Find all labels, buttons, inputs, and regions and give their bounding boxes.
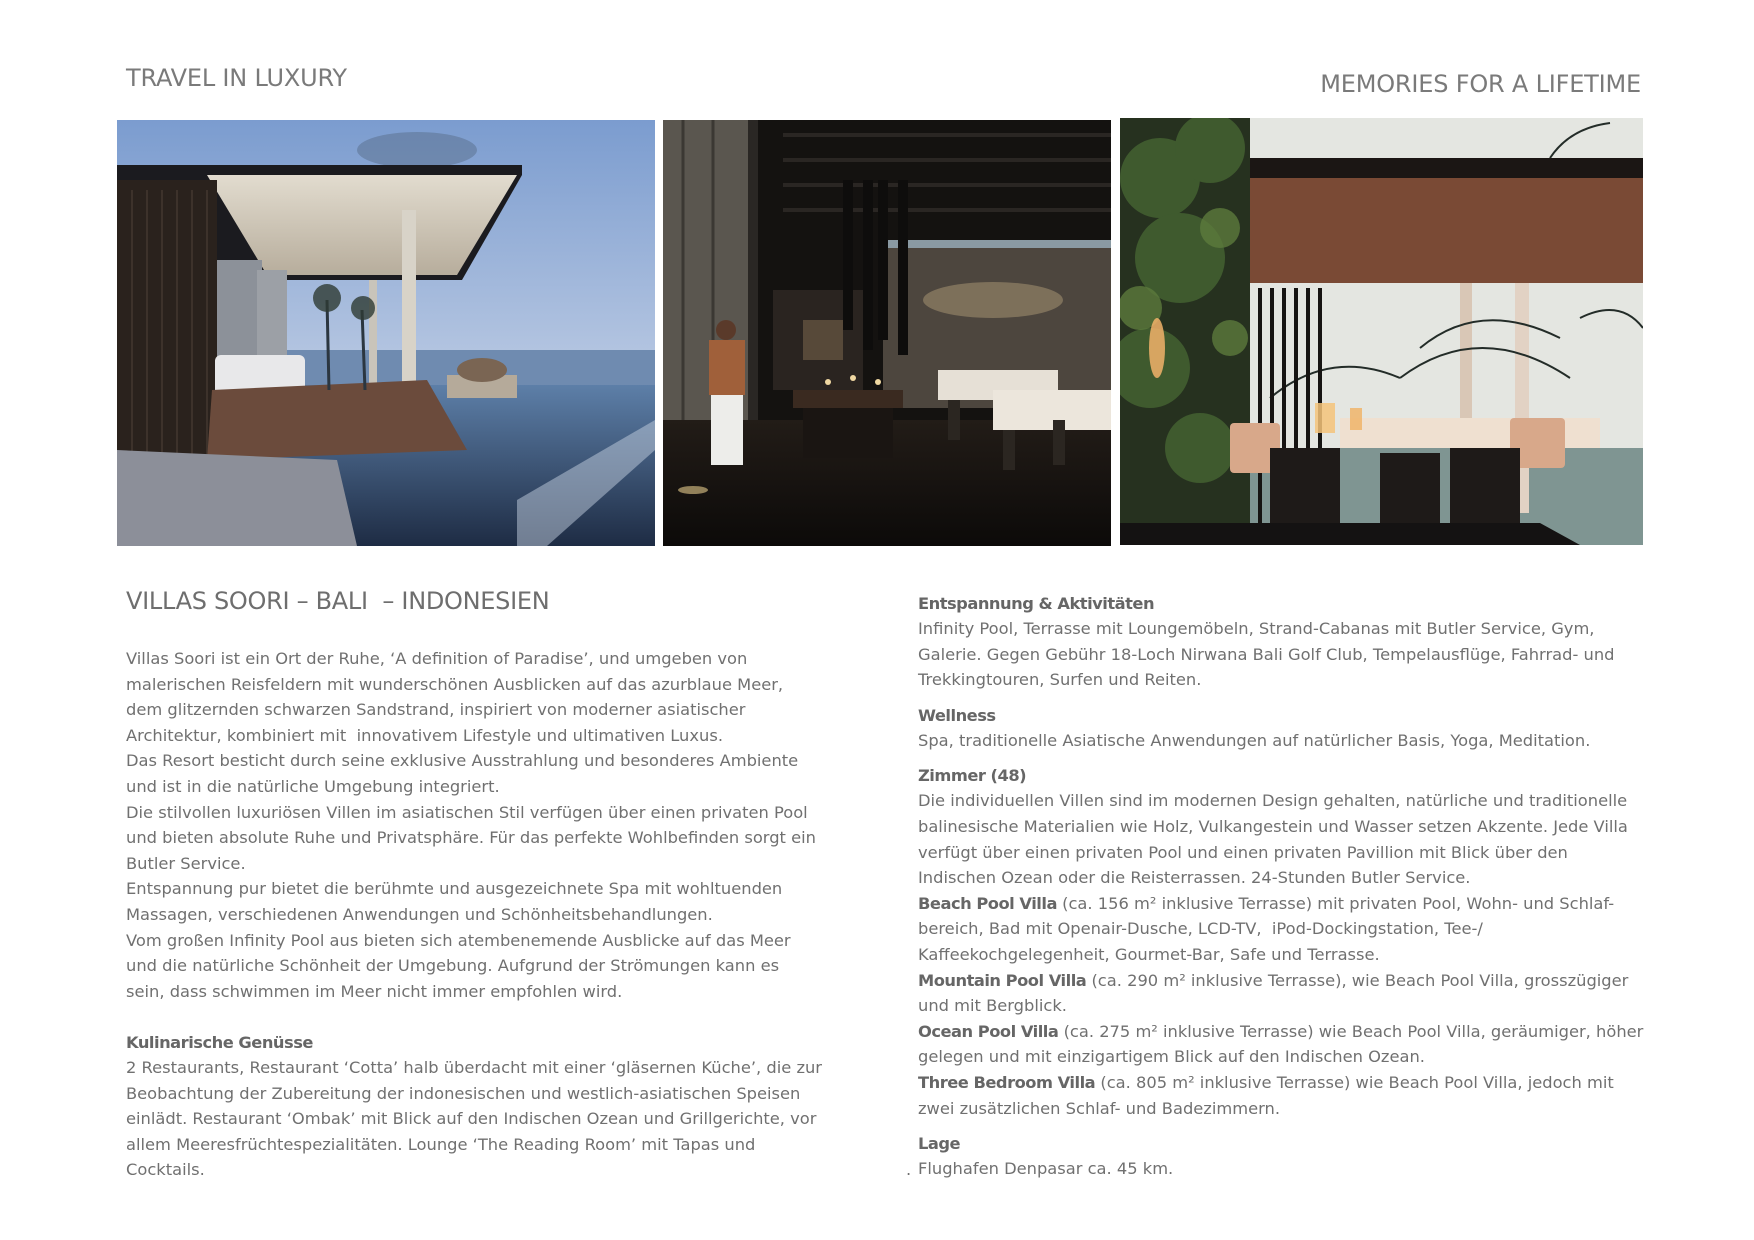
villa-desc: (ca. 275 m² inklusive Terrasse) wie Beach Pool Villa, geräumiger, höher <box>1058 1021 1644 1041</box>
villa-pool-terrace-photo <box>117 120 655 546</box>
villa-line: Kaffeekochgelegenheit, Gourmet-Bar, Safe und Terrasse. <box>918 944 1380 964</box>
intro-line: und bieten absolute Ruhe und Privatsphäre. Für das perfekte Wohlbefinden sorgt ein <box>126 828 816 848</box>
activities-section <box>918 591 1648 693</box>
intro-line: Massagen, verschiedenen Anwendungen und Schönheitsbehandlungen. <box>126 904 713 924</box>
restaurant-interior-photo <box>663 120 1111 546</box>
villa-line: gelegen und mit einzigartigem Blick auf den Indischen Ozean. <box>918 1047 1425 1067</box>
rooms-line: Indischen Ozean oder die Reisterrassen. 24-Stunden Butler Service. <box>918 868 1471 888</box>
villa-beach-pool <box>918 891 1648 917</box>
villa-name: Mountain Pool Villa <box>918 970 1087 990</box>
villa-mountain-pool <box>918 968 1648 994</box>
villa-ocean-pool <box>918 1019 1648 1045</box>
activities-line: Trekkingtouren, Surfen und Reiten. <box>918 670 1202 690</box>
location-line: Flughafen Denpasar ca. 45 km. <box>918 1159 1174 1179</box>
outdoor-dining-pavilion-photo <box>1120 118 1643 545</box>
culinary-line: 2 Restaurants, Restaurant ‘Cotta’ halb überdacht mit einer ‘gläsernen Küche’, die zur <box>126 1057 822 1077</box>
rooms-line: balinesische Materialien wie Holz, Vulkangestein und Wasser setzen Akzente. Jede Villa <box>918 816 1628 836</box>
location-heading: Lage <box>918 1134 961 1154</box>
activities-line: Infinity Pool, Terrasse mit Loungemöbeln, Strand-Cabanas mit Butler Service, Gym, <box>918 619 1595 638</box>
villa-name: Ocean Pool Villa <box>918 1021 1059 1041</box>
location-section <box>918 1131 1648 1182</box>
header-right-title: MEMORIES FOR A LIFETIME <box>1320 70 1641 98</box>
culinary-line: Cocktails. <box>126 1160 205 1180</box>
rooms-line: Die individuellen Villen sind im modernen Design gehalten, natürliche und traditionelle <box>918 791 1628 811</box>
activities-heading: Entspannung & Aktivitäten <box>918 594 1155 613</box>
intro-line: sein, dass schwimmen im Meer nicht immer empfohlen wird. <box>126 981 623 1001</box>
villa-name: Three Bedroom Villa <box>918 1072 1096 1092</box>
villa-desc: (ca. 805 m² inklusive Terrasse) wie Beach Pool Villa, jedoch mit <box>1095 1072 1614 1092</box>
intro-line: Die stilvollen luxuriösen Villen im asiatischen Stil verfügen über einen privaten Pool <box>126 802 808 822</box>
intro-line: dem glitzernden schwarzen Sandstrand, inspiriert von moderner asiatischer <box>126 700 746 720</box>
culinary-heading: Kulinarische Genüsse <box>126 1032 313 1052</box>
villa-three-bedroom <box>918 1070 1648 1096</box>
right-text-column <box>918 591 1648 1182</box>
hotel-title: VILLAS SOORI – BALI – INDONESIEN <box>126 587 550 615</box>
intro-line: Villas Soori ist ein Ort der Ruhe, ‘A definition of Paradise’, und umgeben von <box>126 649 748 668</box>
intro-line: malerischen Reisfeldern mit wunderschönen Ausblicken auf das azurblaue Meer, <box>126 674 784 694</box>
rooms-section <box>918 763 1648 1121</box>
activities-line: Galerie. Gegen Gebühr 18-Loch Nirwana Bali Golf Club, Tempelausflüge, Fahrrad- und <box>918 644 1615 664</box>
wellness-heading: Wellness <box>918 705 996 725</box>
header-left-title: TRAVEL IN LUXURY <box>126 64 347 92</box>
rooms-line: verfügt über einen privaten Pool und einen privaten Pavillion mit Blick über den <box>918 842 1568 862</box>
intro-line: Vom großen Infinity Pool aus bieten sich atembenemende Ausblicke auf das Meer <box>126 930 791 950</box>
intro-line: Butler Service. <box>126 853 246 873</box>
villa-desc: (ca. 156 m² inklusive Terrasse) mit privaten Pool, Wohn- und Schlaf- <box>1056 893 1615 913</box>
villa-name: Beach Pool Villa <box>918 893 1057 913</box>
intro-line: Das Resort besticht durch seine exklusive Ausstrahlung und besonderes Ambiente <box>126 751 799 771</box>
left-text-column <box>126 587 912 1183</box>
intro-line: Entspannung pur bietet die berühmte und ausgezeichnete Spa mit wohltuenden <box>126 879 783 899</box>
villa-line: bereich, Bad mit Openair-Dusche, LCD-TV, iPod-Dockingstation, Tee-/ <box>918 919 1483 939</box>
villa-desc: (ca. 290 m² inklusive Terrasse), wie Beach Pool Villa, grosszügiger <box>1086 970 1629 990</box>
intro-line: und ist in die natürliche Umgebung integriert. <box>126 776 500 796</box>
culinary-section <box>126 1030 912 1183</box>
wellness-section <box>918 703 1648 754</box>
villa-line: zwei zusätzlichen Schlaf- und Badezimmern. <box>918 1098 1281 1118</box>
intro-line: und die natürliche Schönheit der Umgebung. Aufgrund der Strömungen kann es <box>126 956 780 976</box>
rooms-heading: Zimmer (48) <box>918 766 1027 786</box>
trailing-mark: . <box>906 1160 912 1180</box>
intro-paragraph <box>126 646 826 1004</box>
villa-line: und mit Bergblick. <box>918 996 1067 1016</box>
intro-line: Architektur, kombiniert mit innovativem Lifestyle und ultimativen Luxus. <box>126 725 723 745</box>
wellness-line: Spa, traditionelle Asiatische Anwendungen auf natürlicher Basis, Yoga, Meditation. <box>918 730 1591 750</box>
culinary-line: allem Meeresfrüchtespezialitäten. Lounge ‘The Reading Room’ mit Tapas und <box>126 1134 756 1154</box>
culinary-line: einlädt. Restaurant ‘Ombak’ mit Blick auf den Indischen Ozean und Grillgerichte, vor <box>126 1109 817 1129</box>
culinary-line: Beobachtung der Zubereitung der indonesischen und westlich-asiatischen Speisen <box>126 1083 801 1103</box>
